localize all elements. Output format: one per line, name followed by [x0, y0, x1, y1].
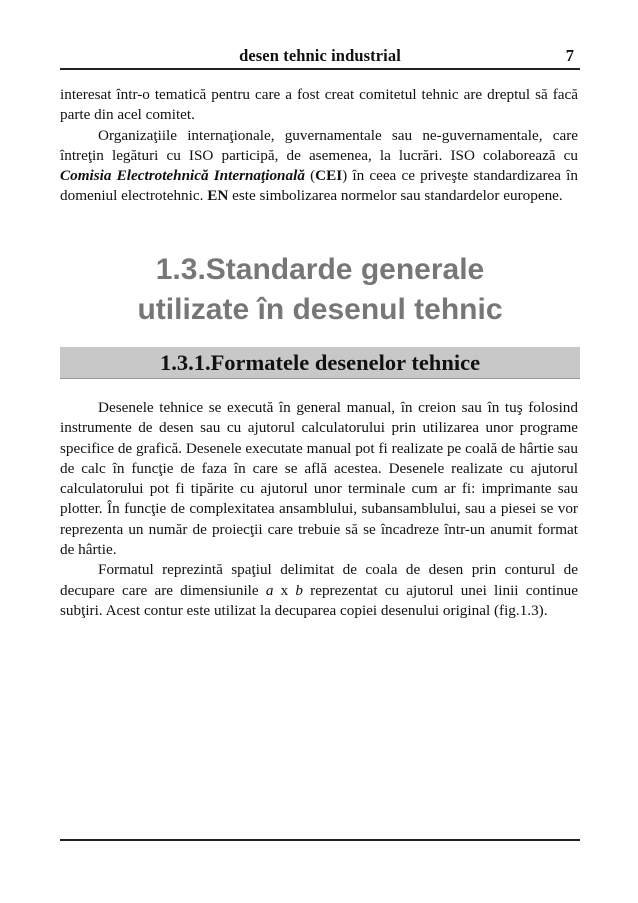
content-p2-part-a: Formatul reprezintă spaţiul delimitat de coala de desen prin conturul de decupare care are dimensiunile — [60, 561, 578, 599]
footer-rule — [60, 839, 580, 841]
content-p2-part-b: reprezentat cu ajutorul unei linii continue subţiri. Acest contur este utilizat la decuparea copiei desenului original (fig.1.3). — [60, 581, 578, 619]
intro-p2-part-c: ) în ceea ce priveşte standardizarea în domeniul electrotehnic. — [60, 167, 578, 205]
intro-p2-part-d: este simbolizarea normelor sau standardelor europene. — [228, 187, 563, 205]
dimension-b: b — [295, 581, 303, 599]
intro-paragraph-1: interesat într-o tematică pentru care a fost creat comitetul tehnic are dreptul să facă parte din acel comitet. — [60, 86, 578, 124]
content-paragraph-1: Desenele tehnice se execută în general manual, în creion sau în tuş folosind instrumente de desen sau cu ajutorul calculatorului prin utilizarea unor programe specifice de grafică. Desenele executate manual pot fi realizate pe coală de hârtie sau de calc în funcţie de faza în care se află acestea. Desenele realizate cu ajutorul calculatorului pot fi tipărite cu ajutorul unor terminale cum ar fi: imprimante sau plotter. În funcţie de complexitatea ansamblului, subansamblului, sau a piesei se vor reprezenta un număr de proiecţii care trebuie să se încadreze într-un anumit format de hârtie. — [60, 399, 578, 559]
content-text — [60, 398, 578, 621]
running-title: desen tehnic industrial — [239, 46, 401, 65]
section-heading — [60, 250, 580, 330]
en-abbreviation: EN — [207, 187, 229, 205]
content-p2-times: x — [273, 581, 296, 599]
cei-abbreviation: CEI — [315, 167, 343, 185]
intro-text — [60, 85, 578, 207]
page-header — [60, 44, 580, 70]
subsection-heading: 1.3.1.Formatele desenelor tehnice — [60, 347, 580, 379]
cei-term: Comisia Electrotehnică Internaţională — [60, 167, 305, 185]
section-heading-line-2: utilizate în desenul tehnic — [137, 293, 503, 326]
dimension-a: a — [265, 581, 274, 599]
content-paragraph-2 — [60, 560, 578, 621]
section-heading-line-1: 1.3.Standarde generale — [155, 253, 485, 286]
intro-paragraph-2 — [60, 126, 578, 207]
intro-p2-part-a: Organizaţiile internaţionale, guvernamentale sau ne-guvernamentale, care întreţin legături cu ISO participă, de asemenea, la lucrări. ISO colaborează cu — [60, 126, 578, 164]
page-number: 7 — [565, 46, 574, 65]
intro-p2-part-b: ( — [304, 167, 316, 185]
